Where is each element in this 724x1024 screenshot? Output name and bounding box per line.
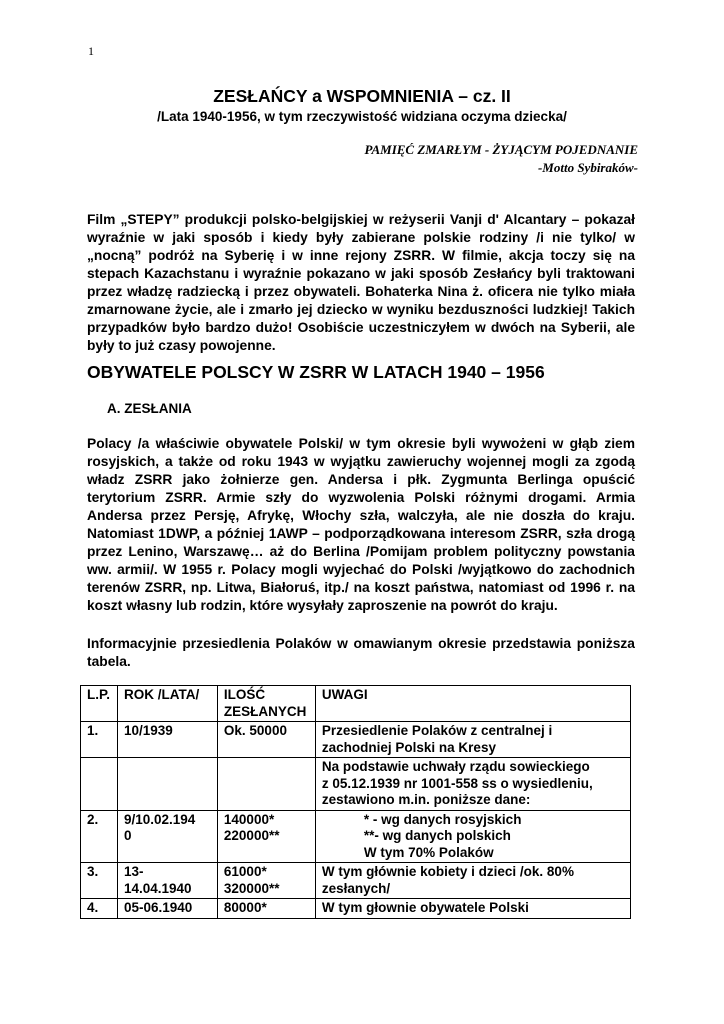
cell-ilosc: 80000* — [217, 899, 315, 919]
cell-uwagi — [315, 758, 630, 811]
rok-line: 0 — [123, 828, 132, 843]
header-rok: ROK /LATA/ — [117, 686, 217, 722]
cell-rok: 05-06.1940 — [117, 899, 217, 919]
motto-line-2: -Motto Sybiraków- — [537, 160, 638, 175]
cell-uwagi — [315, 810, 630, 863]
rok-line: 14.04.1940 — [123, 880, 192, 896]
header-ilosc-line1: ILOŚĆ — [223, 687, 266, 702]
cell-lp — [81, 758, 118, 811]
intro-paragraph: Film „STEPY” produkcji polsko-belgijskiej w reżyserii Vanji d' Alcantary – pokazał wyraźnie w jaki sposób i kiedy były zabierane polskie rodziny /i nie tylko/ w „nocną” podróż na Syberię i w inne rejony ZSRR. W filmie, akcja toczy się na stepach Kazachstanu i wyraźnie pokazano w jaki sposób Zesłańcy byli traktowani przez władzę radziecką i przez obywateli. Bohaterka Nina ż. oficera nie tylko miała zmarnowane życie, ale i zmarło jej dziecko w wyniku bezduszności ludzkiej! Takich przypadków było bardzo dużo! Osobiście uczestniczyłem w dwóch na Syberii, ale były to już czasy powojenne. — [87, 212, 635, 353]
cell-ilosc — [217, 810, 315, 863]
rok-line: 13- — [123, 864, 144, 879]
ilosc-line: 220000** — [223, 828, 280, 843]
document-subtitle: /Lata 1940-1956, w tym rzeczywistość widziana oczyma dziecka/ — [157, 109, 567, 124]
cell-lp: 3. — [81, 863, 118, 899]
uwagi-line: W tym głównie kobiety i dzieci /ok. 80% — [321, 864, 574, 879]
header-ilosc-line2: ZESŁANYCH — [223, 703, 307, 719]
header-ilosc — [217, 686, 315, 722]
table-row — [81, 758, 631, 811]
ilosc-line: 140000* — [223, 811, 275, 827]
header-lp: L.P. — [81, 686, 118, 722]
cell-rok — [117, 863, 217, 899]
uwagi-line: Przesiedlenie Polaków z centralnej i — [321, 723, 553, 738]
deportation-table — [80, 685, 631, 919]
uwagi-line: Na podstawie uchwały rządu sowieckiego — [321, 759, 590, 774]
rok-line: 9/10.02.194 — [123, 811, 196, 827]
motto-line-1: PAMIĘĆ ZMARŁYM - ŻYJĄCYM POJEDNANIE — [364, 142, 638, 157]
document-title: ZESŁAŃCY a WSPOMNIENIA – cz. II — [213, 86, 511, 106]
table-intro-paragraph: Informacyjnie przesiedlenia Polaków w omawianym okresie przedstawia poniższa tabela. — [87, 636, 635, 669]
cell-lp: 1. — [81, 722, 118, 758]
subsection-heading: A. ZESŁANIA — [107, 401, 192, 416]
table-row — [81, 863, 631, 899]
uwagi-line: zachodniej Polski na Kresy — [321, 739, 496, 755]
cell-ilosc — [217, 863, 315, 899]
table-row — [81, 810, 631, 863]
cell-rok — [117, 810, 217, 863]
uwagi-line: zestawiono m.in. poniższe dane: — [321, 792, 531, 807]
cell-lp: 4. — [81, 899, 118, 919]
ilosc-line: 320000** — [223, 880, 280, 896]
ilosc-line: 61000* — [223, 864, 267, 879]
table-row — [81, 722, 631, 758]
uwagi-line: W tym 70% Polaków — [363, 844, 494, 860]
cell-rok: 10/1939 — [117, 722, 217, 758]
uwagi-line: * - wg danych rosyjskich — [363, 811, 522, 827]
uwagi-line: zesłanych/ — [321, 880, 391, 896]
cell-uwagi — [315, 863, 630, 899]
history-paragraph: Polacy /a właściwie obywatele Polski/ w tym okresie byli wywożeni w głąb ziem rosyjskich, a także od roku 1943 w wyjątku zawieruchy wojennej mogli za zgodą władz ZSRR jako żołnierze gen. Andersa i płk. Zygmunta Berlinga opuścić terytorium ZSRR. Armie szły do wyzwolenia Polski różnymi drogami. Armia Andersa przez Persję, Afrykę, Włochy szła, walczyła, ale nie doszła do kraju. Natomiast 1DWP, a później 1AWP – podporządkowana interesom ZSRR, szła drogą przez Lenino, Warszawę… aż do Berlina /Pomijam problem polityczny powstania ww. armii/. W 1955 r. Polacy mogli wyjechać do Polski /wyjątkowo do zachodnich terenów ZSRR, np. Litwa, Białoruś, itp./ na koszt państwa, natomiast od 1996 r. na koszt własny lub rodzin, które wysyłały zaproszenie na powrót do kraju. — [87, 436, 635, 613]
uwagi-line: z 05.12.1939 nr 1001-558 ss o wysiedleniu, — [321, 775, 593, 791]
cell-ilosc: Ok. 50000 — [217, 722, 315, 758]
cell-uwagi: W tym głownie obywatele Polski — [315, 899, 630, 919]
section-heading: OBYWATELE POLSCY W ZSRR W LATACH 1940 – 1956 — [87, 362, 545, 382]
page-number: 1 — [88, 44, 94, 58]
cell-ilosc — [217, 758, 315, 811]
table-header-row — [81, 686, 631, 722]
cell-rok — [117, 758, 217, 811]
cell-lp: 2. — [81, 810, 118, 863]
cell-uwagi — [315, 722, 630, 758]
header-uwagi: UWAGI — [315, 686, 630, 722]
uwagi-line: **- wg danych polskich — [363, 828, 511, 843]
table-row — [81, 899, 631, 919]
